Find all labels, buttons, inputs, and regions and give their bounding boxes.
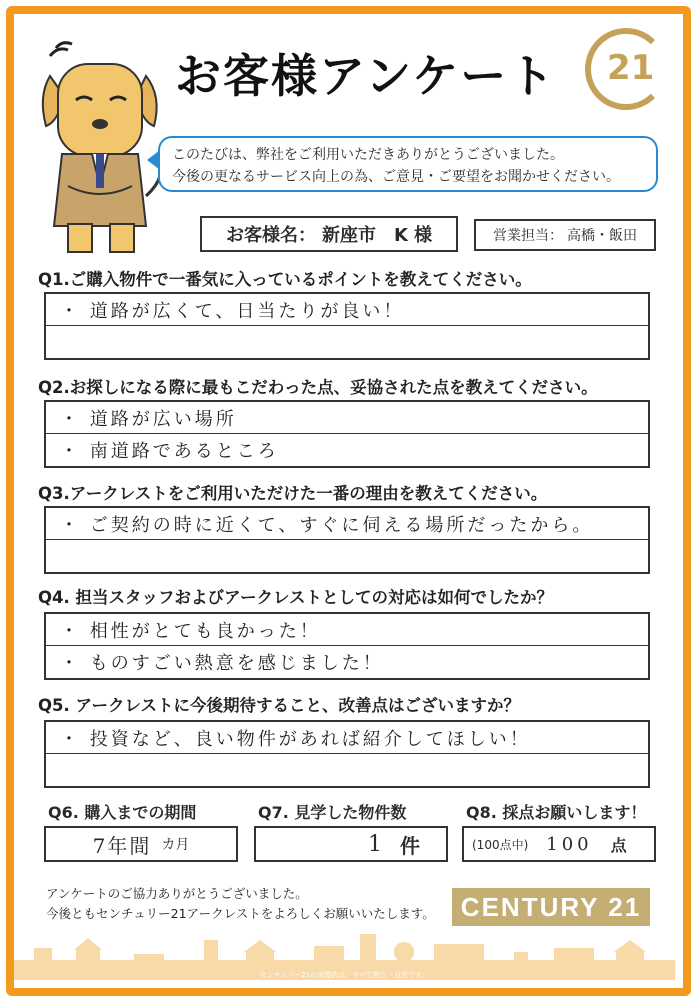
- q8-value: 100: [546, 833, 593, 855]
- answer-line: [46, 326, 648, 358]
- town-skyline-illustration: [14, 930, 675, 980]
- q6-answer-box: [44, 826, 238, 862]
- answer-line: ・ 道路が広くて、日当たりが良い！: [46, 294, 648, 326]
- q8-answer-box: [462, 826, 656, 862]
- staff-label: 営業担当：: [493, 228, 563, 244]
- answer-line: ・ 道路が広い場所: [46, 402, 648, 434]
- answer-box-3: [44, 506, 650, 574]
- answer-box-1: [44, 292, 650, 360]
- question-7: Q7. 見学した物件数: [258, 803, 407, 822]
- answer-box-2: [44, 400, 650, 468]
- logo-number: 21: [607, 48, 655, 88]
- footer-line-2: 今後ともセンチュリー21アークレストをよろしくお願いいたします。: [46, 906, 435, 921]
- question-3: Q3.アークレストをご利用いただけた一番の理由を教えてください。: [38, 484, 548, 503]
- q7-unit: 件: [400, 833, 420, 858]
- answer-line: ・ 南道路であるところ: [60, 441, 279, 462]
- question-4: Q4. 担当スタッフおよびアークレストとしての対応は如何でしたか？: [38, 588, 554, 607]
- fineprint-text: センチュリー21の加盟店は、すべて独立・自営です。: [259, 971, 429, 979]
- century21-circle-logo: [585, 28, 667, 110]
- question-8: Q8. 採点お願いします！: [466, 803, 647, 822]
- answer-line: ・ 相性がとても良かった！: [46, 614, 648, 646]
- q7-answer-box: [254, 826, 448, 862]
- intro-line-1: このたびは、弊社をご利用いただきありがとうございました。: [172, 147, 564, 163]
- q6-value: 7年間: [92, 833, 152, 858]
- answer-line: ・ 投資など、良い物件があれば紹介してほしい！: [46, 722, 648, 754]
- page-title: お客様アンケート: [175, 49, 557, 103]
- question-5: Q5. アークレストに今後期待すること、改善点はございますか？: [38, 696, 521, 715]
- answer-line: ・ ものすごい熱意を感じました！: [60, 653, 384, 674]
- customer-name-box: [200, 216, 458, 252]
- staff-box: [474, 219, 656, 251]
- answer-line: [46, 754, 648, 786]
- answer-box-4: [44, 612, 650, 680]
- answer-line: [46, 540, 648, 572]
- q6-unit: カ月: [161, 837, 190, 853]
- question-1: Q1.ご購入物件で一番気に入っているポイントを教えてください。: [38, 270, 532, 289]
- footer-message: [46, 884, 435, 924]
- customer-name: 新座市 K: [322, 225, 408, 246]
- century21-brand-banner: CENTURY 21: [452, 888, 650, 926]
- q8-unit: 点: [610, 835, 627, 855]
- answer-line: ・ ご契約の時に近くて、すぐに伺える場所だったから。: [46, 508, 648, 540]
- question-2: Q2.お探しになる際に最もこだわった点、妥協された点を教えてください。: [38, 378, 598, 397]
- dog-mascot-illustration: [28, 26, 178, 256]
- customer-label: お客様名：: [226, 225, 317, 246]
- footer-line-1: アンケートのご協力ありがとうございました。: [46, 886, 308, 901]
- intro-speech-bubble: [158, 136, 658, 192]
- intro-line-2: 今後の更なるサービス向上の為、ご意見・ご要望をお聞かせください。: [172, 169, 620, 185]
- staff-names: 高橋・飯田: [567, 228, 637, 244]
- answer-box-5: [44, 720, 650, 788]
- question-6: Q6. 購入までの期間: [48, 803, 197, 822]
- q7-value: 1: [368, 831, 382, 857]
- customer-honorific: 様: [413, 225, 432, 246]
- q8-prefix: (100点中): [472, 837, 529, 852]
